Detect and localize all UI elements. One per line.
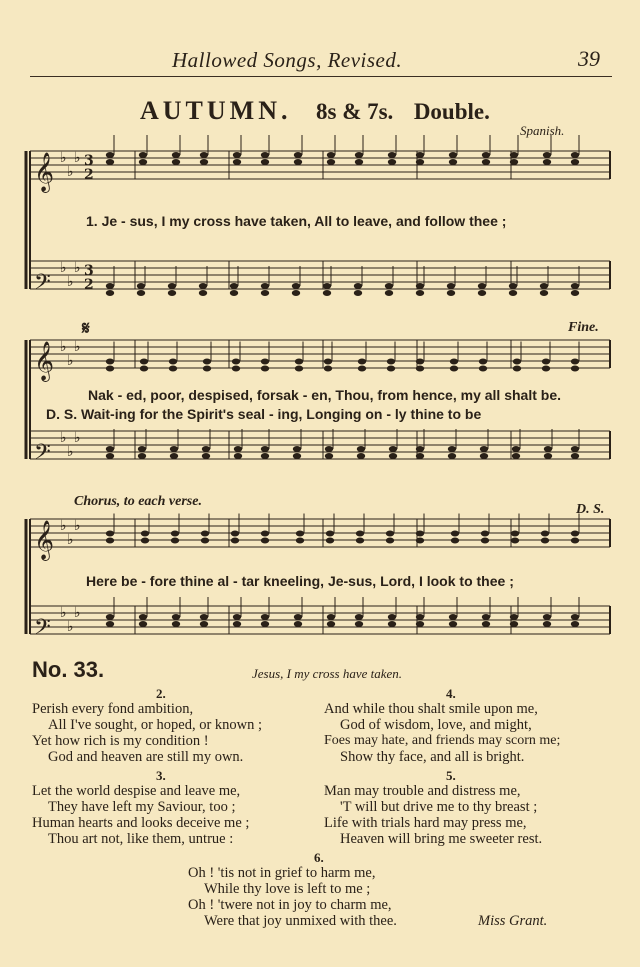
notehead: [106, 159, 114, 165]
treble-clef: 𝄞: [34, 152, 55, 192]
notehead: [571, 621, 579, 627]
flat-sign: ♭: [60, 605, 67, 621]
notehead: [261, 159, 269, 165]
notehead: [199, 290, 207, 296]
notehead: [202, 446, 210, 452]
notehead: [261, 538, 269, 544]
notehead: [386, 538, 394, 544]
notehead: [202, 453, 210, 459]
notehead: [511, 531, 519, 537]
notehead: [482, 159, 490, 165]
notehead: [387, 366, 395, 372]
verse-line: Oh ! 'twere not in joy to charm me,: [188, 897, 392, 913]
notehead: [540, 290, 548, 296]
notehead: [358, 366, 366, 372]
flat-sign: ♭: [67, 353, 74, 369]
notehead: [571, 453, 579, 459]
notehead: [324, 366, 332, 372]
verse-line: Perish every fond ambition,: [32, 701, 194, 717]
notehead: [416, 359, 424, 365]
verse-number: 2.: [156, 686, 166, 701]
notehead: [172, 159, 180, 165]
notehead: [293, 446, 301, 452]
flat-sign: ♭: [60, 150, 67, 166]
notehead: [450, 359, 458, 365]
notehead: [355, 152, 363, 158]
lyrics-system-3: Here be - fore thine al - tar kneeling, Je-sus, Lord, I look to thee ;: [86, 573, 514, 589]
notehead: [201, 531, 209, 537]
notehead: [141, 531, 149, 537]
notehead: [447, 283, 455, 289]
hymn-number: No. 33.: [32, 657, 105, 682]
notehead: [106, 621, 114, 627]
notehead: [140, 359, 148, 365]
flat-sign: ♭: [60, 260, 67, 276]
notehead: [571, 290, 579, 296]
flat-sign: ♭: [67, 164, 74, 180]
notehead: [571, 446, 579, 452]
verse-number: 4.: [446, 686, 456, 701]
notehead: [232, 359, 240, 365]
tune-name: AUTUMN.: [140, 96, 292, 125]
notehead: [171, 531, 179, 537]
notehead: [292, 290, 300, 296]
notehead: [510, 614, 518, 620]
meter-kind: Double.: [413, 99, 490, 124]
notehead: [203, 359, 211, 365]
notehead: [172, 621, 180, 627]
notehead: [172, 152, 180, 158]
notehead: [201, 538, 209, 544]
notehead: [389, 446, 397, 452]
notehead: [261, 290, 269, 296]
notehead: [509, 283, 517, 289]
notehead: [106, 538, 114, 544]
notehead: [571, 152, 579, 158]
time-signature-top: 3: [84, 153, 94, 169]
notehead: [543, 621, 551, 627]
notehead: [542, 359, 550, 365]
notehead: [479, 359, 487, 365]
running-title: Hallowed Songs, Revised.: [172, 48, 403, 72]
notehead: [230, 283, 238, 289]
notehead: [541, 538, 549, 544]
notehead: [327, 152, 335, 158]
flat-sign: ♭: [74, 430, 81, 446]
treble-clef: 𝄞: [34, 520, 55, 560]
notehead: [294, 614, 302, 620]
verse-line: Man may trouble and distress me,: [324, 783, 521, 799]
notehead: [479, 366, 487, 372]
notehead: [355, 621, 363, 627]
notehead: [448, 453, 456, 459]
notehead: [106, 290, 114, 296]
flat-sign: ♭: [60, 430, 67, 446]
ds-mark: D. S.: [576, 502, 605, 517]
flat-sign: ♭: [74, 339, 81, 355]
notehead: [324, 359, 332, 365]
notehead: [482, 152, 490, 158]
flat-sign: ♭: [74, 260, 81, 276]
notehead: [168, 290, 176, 296]
notehead: [540, 283, 548, 289]
notehead: [449, 614, 457, 620]
notehead: [447, 290, 455, 296]
notehead: [478, 290, 486, 296]
notehead: [326, 531, 334, 537]
segno-mark: 𝄋: [82, 318, 90, 338]
notehead: [200, 159, 208, 165]
notehead: [448, 446, 456, 452]
fine-mark: Fine.: [568, 320, 599, 335]
notehead: [512, 453, 520, 459]
notehead: [509, 290, 517, 296]
notehead: [481, 538, 489, 544]
verse-line: Let the world despise and leave me,: [32, 783, 241, 799]
notehead: [510, 159, 518, 165]
notehead: [234, 446, 242, 452]
notehead: [544, 453, 552, 459]
lyrics-system-1: 1. Je - sus, I my cross have taken, All to leave, and follow thee ;: [86, 213, 507, 229]
treble-clef: 𝄞: [34, 341, 55, 381]
notehead: [292, 283, 300, 289]
notehead: [571, 531, 579, 537]
verse-line: Foes may hate, and friends may scorn me;: [324, 733, 561, 748]
notehead: [295, 366, 303, 372]
flat-sign: ♭: [74, 518, 81, 534]
notehead: [543, 159, 551, 165]
notehead: [323, 283, 331, 289]
notehead: [571, 159, 579, 165]
notehead: [416, 531, 424, 537]
verse-number: 5.: [446, 768, 456, 783]
notehead: [571, 538, 579, 544]
lyrics-system-2-line-2: D. S. Wait-ing for the Spirit's seal - ing, Longing on - ly thine to be: [46, 406, 482, 422]
notehead: [200, 614, 208, 620]
flat-sign: ♭: [60, 518, 67, 534]
notehead: [358, 359, 366, 365]
notehead: [233, 152, 241, 158]
verse-line: Yet how rich is my condition !: [32, 733, 209, 749]
flat-sign: ♭: [74, 150, 81, 166]
notehead: [139, 152, 147, 158]
notehead: [325, 446, 333, 452]
notehead: [137, 283, 145, 289]
notehead: [416, 159, 424, 165]
notehead: [232, 366, 240, 372]
notehead: [139, 621, 147, 627]
notehead: [478, 283, 486, 289]
notehead: [261, 621, 269, 627]
notehead: [325, 453, 333, 459]
notehead: [354, 290, 362, 296]
notehead: [416, 538, 424, 544]
notehead: [294, 159, 302, 165]
notehead: [356, 531, 364, 537]
notehead: [293, 453, 301, 459]
time-signature-bottom: 2: [84, 277, 94, 293]
notehead: [261, 152, 269, 158]
notehead: [571, 283, 579, 289]
notehead: [170, 446, 178, 452]
notehead: [200, 152, 208, 158]
notehead: [416, 621, 424, 627]
notehead: [510, 152, 518, 158]
notehead: [231, 531, 239, 537]
notehead: [233, 621, 241, 627]
time-signature-bottom: 2: [84, 167, 94, 183]
notehead: [327, 159, 335, 165]
notehead: [295, 359, 303, 365]
notehead: [385, 283, 393, 289]
notehead: [261, 283, 269, 289]
notehead: [233, 159, 241, 165]
verse-line: Show thy face, and all is bright.: [340, 749, 525, 765]
bass-clef: 𝄢: [34, 615, 51, 645]
notehead: [261, 531, 269, 537]
notehead: [296, 538, 304, 544]
notehead: [326, 538, 334, 544]
notehead: [355, 159, 363, 165]
notehead: [513, 359, 521, 365]
notehead: [172, 614, 180, 620]
hymn-first-line: Jesus, I my cross have taken.: [252, 666, 403, 681]
notehead: [451, 538, 459, 544]
verse-line: God and heaven are still my own.: [48, 749, 244, 765]
notehead: [451, 531, 459, 537]
verse-line: They have left my Saviour, too ;: [48, 799, 236, 815]
notehead: [170, 453, 178, 459]
chorus-mark: Chorus, to each verse.: [74, 494, 202, 509]
notehead: [234, 453, 242, 459]
verse-line: 'T will but drive me to thy breast ;: [340, 799, 538, 815]
notehead: [541, 531, 549, 537]
notehead: [106, 446, 114, 452]
notehead: [513, 366, 521, 372]
notehead: [139, 159, 147, 165]
notehead: [571, 366, 579, 372]
notehead: [482, 614, 490, 620]
notehead: [449, 621, 457, 627]
notehead: [294, 621, 302, 627]
verse-line: God of wisdom, love, and might,: [340, 717, 532, 733]
verse-line: And while thou shalt smile upon me,: [324, 701, 538, 717]
notehead: [106, 152, 114, 158]
notehead: [106, 366, 114, 372]
notehead: [171, 538, 179, 544]
notehead: [327, 614, 335, 620]
verse-number: 6.: [314, 850, 324, 865]
notehead: [543, 614, 551, 620]
flat-sign: ♭: [67, 619, 74, 635]
verse-number: 3.: [156, 768, 166, 783]
notehead: [480, 446, 488, 452]
verse-line: All I've sought, or hoped, or known ;: [48, 717, 263, 733]
notehead: [386, 531, 394, 537]
notehead: [543, 152, 551, 158]
time-signature-top: 3: [84, 263, 94, 279]
notehead: [357, 446, 365, 452]
notehead: [230, 290, 238, 296]
notehead: [416, 614, 424, 620]
flat-sign: ♭: [67, 532, 74, 548]
tune-source: Spanish.: [520, 123, 565, 138]
notehead: [480, 453, 488, 459]
notehead: [416, 453, 424, 459]
verse-line: Life with trials hard may press me,: [324, 815, 527, 831]
notehead: [389, 453, 397, 459]
notehead: [356, 538, 364, 544]
notehead: [416, 290, 424, 296]
meter: 8s & 7s.: [316, 99, 394, 124]
verse-line: Were that joy unmixed with thee.: [204, 913, 397, 929]
notehead: [106, 359, 114, 365]
notehead: [355, 614, 363, 620]
page-number: 39: [578, 46, 600, 71]
notehead: [140, 366, 148, 372]
notehead: [449, 152, 457, 158]
notehead: [388, 614, 396, 620]
notehead: [416, 366, 424, 372]
notehead: [387, 359, 395, 365]
notehead: [138, 453, 146, 459]
notehead: [139, 614, 147, 620]
notehead: [481, 531, 489, 537]
notehead: [512, 446, 520, 452]
notehead: [482, 621, 490, 627]
notehead: [137, 290, 145, 296]
notehead: [106, 283, 114, 289]
verse-line: Human hearts and looks deceive me ;: [32, 815, 250, 831]
notehead: [203, 366, 211, 372]
flat-sign: ♭: [67, 274, 74, 290]
notehead: [571, 359, 579, 365]
notehead: [169, 366, 177, 372]
notehead: [385, 290, 393, 296]
notehead: [141, 538, 149, 544]
notehead: [233, 614, 241, 620]
notehead: [542, 366, 550, 372]
notehead: [357, 453, 365, 459]
notehead: [261, 453, 269, 459]
notehead: [388, 159, 396, 165]
bass-clef: 𝄢: [34, 270, 51, 300]
notehead: [138, 446, 146, 452]
flat-sign: ♭: [74, 605, 81, 621]
flat-sign: ♭: [60, 339, 67, 355]
notehead: [388, 152, 396, 158]
notehead: [106, 531, 114, 537]
notehead: [296, 531, 304, 537]
notehead: [450, 366, 458, 372]
verse-line: Oh ! 'tis not in grief to harm me,: [188, 865, 376, 881]
notehead: [416, 152, 424, 158]
flat-sign: ♭: [67, 444, 74, 460]
notehead: [388, 621, 396, 627]
verse-line: Heaven will bring me sweeter rest.: [340, 831, 543, 847]
notehead: [106, 614, 114, 620]
verse-line: While thy love is left to me ;: [204, 881, 371, 897]
bass-clef: 𝄢: [34, 440, 51, 470]
notehead: [449, 159, 457, 165]
notehead: [168, 283, 176, 289]
notehead: [323, 290, 331, 296]
notehead: [416, 446, 424, 452]
notehead: [261, 359, 269, 365]
notehead: [106, 453, 114, 459]
notehead: [544, 446, 552, 452]
notehead: [511, 538, 519, 544]
verse-line: Thou art not, like them, untrue :: [48, 831, 234, 847]
notehead: [354, 283, 362, 289]
notehead: [261, 614, 269, 620]
notehead: [294, 152, 302, 158]
notehead: [571, 614, 579, 620]
notehead: [200, 621, 208, 627]
author-credit: Miss Grant.: [478, 913, 548, 929]
notehead: [416, 283, 424, 289]
notehead: [261, 446, 269, 452]
notehead: [169, 359, 177, 365]
notehead: [199, 283, 207, 289]
notehead: [261, 366, 269, 372]
notehead: [231, 538, 239, 544]
lyrics-system-2-line-1: Nak - ed, poor, despised, forsak - en, Thou, from hence, my all shalt be.: [88, 387, 561, 403]
notehead: [510, 621, 518, 627]
notehead: [327, 621, 335, 627]
